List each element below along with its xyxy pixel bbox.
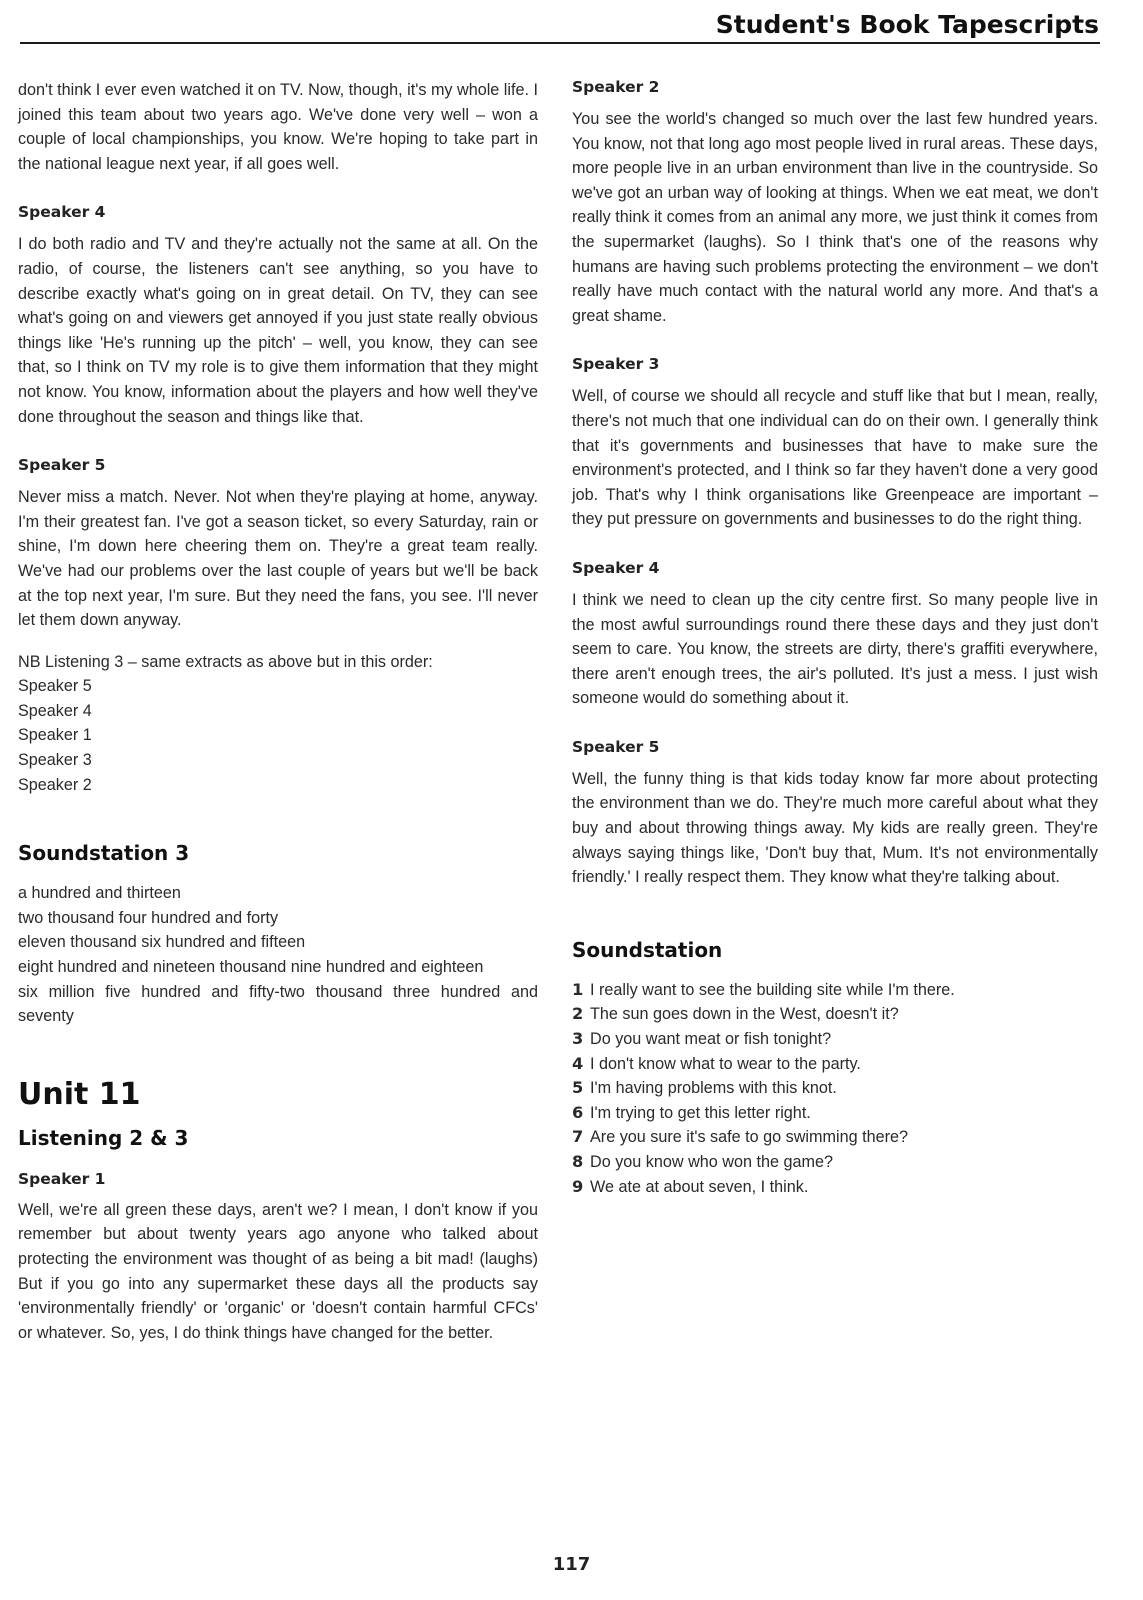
nb-note	[18, 650, 538, 798]
item-text: Do you know who won the game?	[590, 1153, 833, 1171]
header-rule	[20, 42, 1100, 44]
speaker-heading: Speaker 4	[572, 558, 660, 577]
item-text: Are you sure it's safe to go swimming there?	[590, 1128, 908, 1147]
speaker-text: I do both radio and TV and they're actually not the same at all. On the radio, of course, the listeners can't see anything, so you have to describe exactly what's going on in great detail. On TV, they can see what's going on and viewers get annoyed if you just state really obvious things like 'He's running up the pitch' – well, you know, they can see that, so I think on TV my role is to give them information that they might not know. You know, information about the players and how well they've done throughout the season and things like that.	[18, 235, 538, 426]
nb-text: NB Listening 3 – same extracts as above but in this order:	[18, 652, 433, 671]
list-item	[572, 978, 1098, 1003]
nb-order-item: Speaker 2	[18, 775, 92, 794]
speaker-text: Well, we're all green these days, aren't we? I mean, I don't know if you remember but about twenty years ago anyone who talked about protecting the environment was thought of as being a bit mad! (laughs) But if you go into any supermarket these days all the products say 'environmentally friendly' or 'organic' or 'doesn't contain harmful CFCs' or whatever. So, yes, I do think things have changed for the better.	[18, 1200, 538, 1342]
list-item	[572, 1125, 1098, 1150]
item-number: 6	[572, 1102, 584, 1122]
list-item	[572, 1150, 1098, 1175]
item-number: 8	[572, 1152, 584, 1171]
number-line: a hundred and thirteen	[18, 884, 181, 903]
speaker-heading: Speaker 2	[572, 78, 660, 96]
page-header-title: Student's Book Tapescripts	[706, 10, 1099, 39]
list-item	[572, 1027, 1098, 1052]
item-text: We ate at about seven, I think.	[590, 1177, 809, 1196]
item-text: The sun goes down in the West, doesn't it?	[590, 1005, 899, 1024]
item-number: 5	[572, 1078, 584, 1098]
speaker-text: You see the world's changed so much over the last few hundred years. You know, not that long ago most people lived in rural areas. These days, more people live in an urban environment than live in the countryside. So we've got an urban way of looking at things. When we eat meat, we don't really think it comes from an animal any more, we just think it comes from the supermarket (laughs). So I think that's one of the reasons why humans are having such problems protecting the environment – we don't really have much contact with the natural world any more. And that's a great shame.	[572, 110, 1098, 325]
item-number: 9	[572, 1176, 584, 1196]
number-line: eleven thousand six hundred and fifteen	[18, 933, 306, 952]
item-text: I don't know what to wear to the party.	[590, 1054, 861, 1073]
speaker-text: I think we need to clean up the city centre first. So many people live in the most awful surroundings round there these days and they just don't seem to care. You know, the streets are dirty, there's graffiti everywhere, there aren't enough trees, the air's polluted. It's just a mess. I just wish someone would do something about it.	[572, 590, 1098, 708]
section-heading: Soundstation 3	[18, 841, 190, 866]
nb-order-item: Speaker 5	[18, 677, 92, 696]
number-lines	[18, 881, 538, 1029]
number-line: six million five hundred and fifty-two thousand three hundred and seventy	[18, 982, 538, 1026]
item-text: Do you want meat or fish tonight?	[590, 1030, 832, 1049]
sentence-list	[572, 978, 1098, 1199]
speaker-heading: Speaker 3	[572, 355, 660, 374]
item-number: 2	[572, 1004, 584, 1024]
item-number: 7	[572, 1127, 584, 1147]
item-number: 1	[572, 979, 584, 999]
nb-order-item: Speaker 3	[18, 751, 92, 770]
nb-order-item: Speaker 1	[18, 726, 92, 745]
list-item	[572, 1101, 1098, 1126]
item-number: 4	[572, 1053, 584, 1073]
speaker-heading: Speaker 5	[572, 737, 660, 756]
speaker-heading: Speaker 4	[18, 203, 106, 222]
continued-text: don't think I ever even watched it on TV. Now, though, it's my whole life. I joined this team about two years ago. We've done very well – won a couple of local championships, you know. We're hoping to take part in the national league next year, if all goes well.	[18, 81, 538, 173]
speaker-text: Well, of course we should all recycle and stuff like that but I mean, really, there's not much that one individual can do on their own. I generally think that it's governments and businesses that have to make sure the environment's protected, and I think so far they haven't done a very good job. That's why I think organisations like Greenpeace are important – they put pressure on governments and businesses to do the right thing.	[572, 387, 1098, 529]
item-text: I'm having problems with this knot.	[590, 1079, 837, 1098]
left-column	[18, 78, 538, 1345]
section-heading: Soundstation	[572, 937, 723, 962]
list-item	[572, 1076, 1098, 1101]
list-item	[572, 1175, 1098, 1200]
list-item	[572, 1052, 1098, 1077]
speaker-heading: Speaker 1	[18, 1169, 106, 1188]
item-number: 3	[572, 1029, 584, 1049]
speaker-text: Well, the funny thing is that kids today know far more about protecting the environment than we do. They're much more careful about what they buy and about throwing things away. My kids are really green. They're always saying things like, 'Don't buy that, Mum. It's not environmentally friendly.' I really respect them. They know what they're talking about.	[572, 769, 1098, 887]
speaker-heading: Speaker 5	[18, 456, 106, 475]
item-text: I really want to see the building site while I'm there.	[590, 980, 955, 999]
number-line: eight hundred and nineteen thousand nine hundred and eighteen	[18, 958, 484, 977]
right-column	[572, 78, 1098, 1199]
number-line: two thousand four hundred and forty	[18, 908, 279, 927]
nb-order-item: Speaker 4	[18, 701, 92, 720]
unit-heading: Unit 11	[18, 1076, 141, 1112]
list-item	[572, 1002, 1098, 1027]
speaker-text: Never miss a match. Never. Not when they're playing at home, anyway. I'm their greatest fan. I've got a season ticket, so every Saturday, rain or shine, I'm down here cheering them on. They're a great team really. We've had our problems over the last couple of years but we'll be back at the top next year, I'm sure. But they need the fans, you see. I'll never let them down anyway.	[18, 488, 538, 630]
page-number: 117	[552, 1554, 591, 1575]
item-text: I'm trying to get this letter right.	[590, 1103, 811, 1122]
section-heading: Listening 2 & 3	[18, 1125, 189, 1150]
